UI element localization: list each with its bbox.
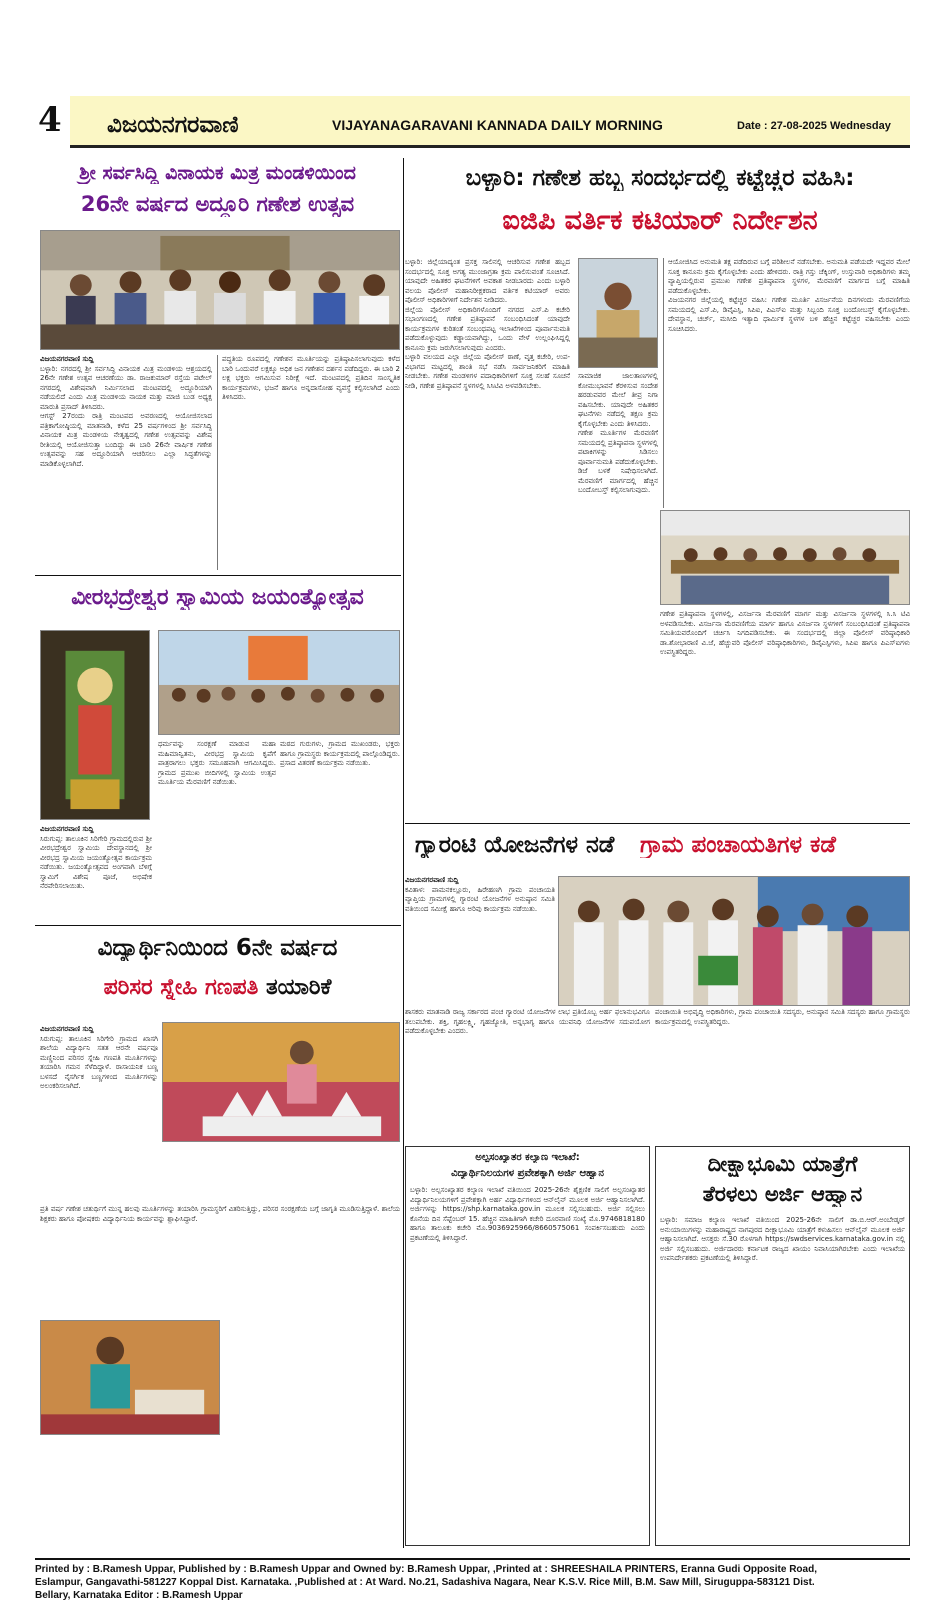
page-number: 4 (38, 100, 62, 140)
ganesh-utsav-body-3: ಪದ್ಧತಿಯ ರೂಪದಲ್ಲಿ ಗಣೇಶನ ಮೂರ್ತಿಯನ್ನು ಪ್ರತಿಷ್ಠಾಪಿಸಲಾಗುವುದು ಕಳೆದ ಬಾರಿ ಒಂದುವರೆ ಲಕ್ಷಕ್ಕೂ ಅಧಿಕ ಜನ ಗಣೇಶನ ದರ್ಶನ ಪಡೆದಿದ್ದರು. ಈ ಬಾರಿ 2 ಲಕ್ಷ ಭಕ್ತರು ಆಗಮಿಸುವ ನಿರೀಕ್ಷೆ ಇದೆ. ಮಂಟಪದಲ್ಲಿ ಪ್ರತಿದಿನ ಸಾಂಸ್ಕೃತಿಕ ಕಾರ್ಯಕ್ರಮಗಳು, ಭಜನೆ ಹಾಗೂ ಅನ್ನದಾಸೋಹ ವ್ಯವಸ್ಥೆ ಕಲ್ಪಿಸಲಾಗಿದೆ ಎಂದು ತಿಳಿಸಿದರು. (222, 355, 400, 401)
ganesh-utsav-dateline: ವಿಜಯನಗರವಾಣಿ ಸುದ್ದಿ (40, 355, 94, 363)
imprint-line-1: Printed by : B.Ramesh Uppar, Published by : B.Ramesh Uppar and Owned by: B.Ramesh Uppar, ,Printed at : SHREESHAILA PRINTERS, Eranna Gudi Opposite Road, (35, 1564, 817, 1575)
student-headline-2-red: ಪರಿಸರ ಸ್ನೇಹಿ ಗಣಪತಿ (103, 975, 259, 1000)
deeksha-headline-2: ತೆರಳಲು ಅರ್ಜಿ ಆಹ್ವಾನ (702, 1182, 863, 1206)
minority-headline-1: ಅಲ್ಪಸಂಖ್ಯಾತರ ಕಲ್ಯಾಣ ಇಲಾಖೆ: (475, 1152, 580, 1163)
student-headline-1: ವಿದ್ಯಾರ್ಥಿನಿಯಿಂದ 6ನೇ ವರ್ಷದ (97, 935, 338, 961)
guarantee-body-col3 (655, 1008, 910, 1141)
ballari-meeting-photo (660, 510, 910, 605)
minority-headline-2: ವಿದ್ಯಾರ್ಥಿನಿಲಯಗಳ ಪ್ರವೇಶಕ್ಕಾಗಿ ಅರ್ಜಿ ಆಹ್ವಾನ (451, 1168, 604, 1179)
guarantee-body-col2 (405, 1008, 650, 1141)
deeksha-body: ಬಳ್ಳಾರಿ: ಸಮಾಜ ಕಲ್ಯಾಣ ಇಲಾಖೆ ವತಿಯಿಂದ 2025-26ನೇ ಸಾಲಿಗೆ ಡಾ.ಬಿ.ಆರ್.ಅಂಬೇಡ್ಕರ್ ಅನುಯಾಯಿಗಳನ್ನು ಮಹಾರಾಷ್ಟ್ರದ ನಾಗಪುರದ ದೀಕ್ಷಾಭೂಮಿ ಯಾತ್ರೆಗೆ ಕಳುಹಿಸಲು ಆನ್‌ಲೈನ್ ಮೂಲಕ ಅರ್ಜಿ ಆಹ್ವಾನಿಸಲಾಗಿದೆ. ಆಸಕ್ತರು ಸೆ.30 ರೊಳಗಾಗಿ https://swdservices.karnataka.gov.in ನಲ್ಲಿ ಅರ್ಜಿ ಸಲ್ಲಿಸಬಹುದು. ಅರ್ಜಿದಾರರು ಕರ್ನಾಟಕ ರಾಜ್ಯದ ಖಾಯಂ ನಿವಾಸಿಯಾಗಿರಬೇಕು ಎಂದು ಇಲಾಖೆಯ ಉಪನಿರ್ದೇಶಕರು ಪ್ರಕಟಣೆಯಲ್ಲಿ ತಿಳಿಸಿದ್ದಾರೆ. (660, 1216, 905, 1262)
guarantee-headline-red: ಗ್ರಾಮ ಪಂಚಾಯತಿಗಳ ಕಡೆ (640, 832, 836, 858)
ballari-right-col: ಆಯೋಜಿಸಿದ ಅನುಮತಿ ತಕ್ಷ ಪಡೆದಿರುವ ಬಗ್ಗೆ ಪರಿಶೀಲನೆ ನಡೆಸಬೇಕು. ಅನುಮತಿ ಪಡೆಯದೇ ಇದ್ದವರ ಮೇಲೆ ಸೂಕ್ತ ಕಾನೂನು ಕ್ರಮ ಕೈಗೊಳ್ಳಬೇಕು ಎಂದು ಹೇಳಿದರು. ರಾತ್ರಿ ಗಸ್ತು ಚೆಕ್ಕಿಂಗ್, ಉಸ್ತುವಾರಿ ಅಧಿಕಾರಿಗಳು ತಮ್ಮ ವ್ಯಾಪ್ತಿಯಲ್ಲಿರುವ ಪ್ರಮುಖ ಗಣೇಶ ಪ್ರತಿಷ್ಠಾಪನಾ ಸ್ಥಳಗಳ, ಮೆರವಣಿಗೆ ಮಾರ್ಗದ ಬಗ್ಗೆ ಮಾಹಿತಿ ಪಡೆದುಕೊಳ್ಳಬೇಕು. (668, 258, 910, 295)
ballari-lead: ಬಳ್ಳಾರಿ: ಜಿಲ್ಲೆಯಾದ್ಯಂತ ಪ್ರಸಕ್ತ ಸಾಲಿನಲ್ಲಿ ಆಚರಿಸುವ ಗಣೇಶ ಹಬ್ಬದ ಸಂದರ್ಭದಲ್ಲಿ ಸೂಕ್ತ ಅಗತ್ಯ ಮುಂಜಾಗ್ರತಾ ಕ್ರಮ ಪಾಲಿಸುವಂತೆ ಸೂಚಿಸಿದೆ. ಯಾವುದೇ ಅಹಿತಕರ ಘಟನೆಗಳಿಗೆ ಅವಕಾಶ ನೀಡಬಾರದು ಎಂದು ಬಳ್ಳಾರಿ ವಲಯ ಪೊಲೀಸ್ ಮಹಾನಿರೀಕ್ಷಕರಾದ ವರ್ತಿಕ ಕಟಿಯಾರ್ ಅವರು ಪೊಲೀಸ್ ಅಧಿಕಾರಿಗಳಿಗೆ ನಿರ್ದೇಶನ ನೀಡಿದರು. (405, 258, 570, 304)
guarantee-body-1: ಕವಿತಾಳ: ಪಾಮನಕಲ್ಲೂರು, ಹಿರೇಹಣಗಿ ಗ್ರಾಮ ಪಂಚಾಯತಿ ವ್ಯಾಪ್ತಿಯ ಗ್ರಾಮಗಳಲ್ಲಿ ಗ್ಯಾರಂಟಿ ಯೋಜನೆಗಳ ಅನುಷ್ಠಾನ ಸಮಿತಿ ವತಿಯಿಂದ ಸಮೀಕ್ಷೆ ಹಾಗೂ ಅರಿವು ಕಾರ್ಯಕ್ರಮ ನಡೆಯಿತು. (405, 885, 555, 913)
ballari-right-col-3: ಗಣೇಶ ಪ್ರತಿಷ್ಠಾಪನಾ ಸ್ಥಳಗಳಲ್ಲಿ, ವಿಸರ್ಜನಾ ಮೆರವಣಿಗೆ ಮಾರ್ಗ ಮತ್ತು ವಿಸರ್ಜನಾ ಸ್ಥಳಗಳಲ್ಲಿ ಸಿ.ಸಿ ಟಿವಿ ಅಳವಡಿಸಬೇಕು. ವಿಸರ್ಜನಾ ಮೆರವಣಿಗೆಯ ಮಾರ್ಗ ಹಾಗೂ ವಿಸರ್ಜನಾ ಸ್ಥಳಗಳಿಗೆ ಸಂಬಂಧಿಸಿದಂತೆ ಪ್ರತಿಷ್ಠಾಪನಾ ಸಮಿತಿಯವರೊಂದಿಗೆ ಚರ್ಚಿಸಿ ನಿಗದಿಪಡಿಸಬೇಕು. ಈ ಸಂದರ್ಭದಲ್ಲಿ ಜಿಲ್ಲಾ ಪೊಲೀಸ್ ವರಿಷ್ಠಾಧಿಕಾರಿ ಡಾ.ಶೋಭಾರಾಣಿ ವಿ.ಜೆ, ಹೆಚ್ಚುವರಿ ಪೊಲೀಸ್ ವರಿಷ್ಠಾಧಿಕಾರಿಗಳು, ಡಿವೈಎಸ್ಪಿಗಳು, ಸಿಪಿಐ ಹಾಗೂ ಪಿಎಸ್ಐಗಳು ಉಪಸ್ಥಿತರಿದ್ದರು. (660, 610, 910, 656)
veerabhadra-crowd-photo (158, 630, 400, 735)
footer-rule (35, 1558, 910, 1560)
guarantee-body-col1 (405, 876, 555, 1002)
student-body-1: ಸಿರುಗುಪ್ಪ: ತಾಲೂಕಿನ ಸಿರಿಗೇರಿ ಗ್ರಾಮದ ಖಾಸಗಿ ಶಾಲೆಯ ವಿದ್ಯಾರ್ಥಿನಿ ಸತತ ಆರನೇ ವರ್ಷವೂ ಮಣ್ಣಿನಿಂದ ಪರಿಸರ ಸ್ನೇಹಿ ಗಣಪತಿ ಮೂರ್ತಿಗಳನ್ನು ತಯಾರಿಸಿ ಗಮನ ಸೆಳೆದಿದ್ದಾಳೆ. ರಾಸಾಯನಿಕ ಬಣ್ಣ ಬಳಸದೆ ನೈಸರ್ಗಿಕ ಬಣ್ಣಗಳಿಂದ ಮೂರ್ತಿಗಳನ್ನು ಅಲಂಕರಿಸಲಾಗಿದೆ. (40, 1034, 158, 1090)
ganesh-utsav-body-2: ಆಗಸ್ಟ್ 27ರಂದು ರಾತ್ರಿ ಮಂಟಪದ ಅವರಣದಲ್ಲಿ ಆಯೋಜಿಸಲಾದ ಪತ್ರಿಕಾಗೋಷ್ಠಿಯಲ್ಲಿ ಮಾತನಾಡಿ, ಕಳೆದ 25 ವರ್ಷಗಳಿಂದ ಶ್ರೀ ಸರ್ವಸಿದ್ಧಿ ವಿನಾಯಕ ಮಿತ್ರ ಮಂಡಳಿಯ ನೇತೃತ್ವದಲ್ಲಿ ಗಣೇಶ ಉತ್ಸವವನ್ನು ವಿಶೇಷ ರೀತಿಯಲ್ಲಿ ಆಯೋಜಿಸುತ್ತಾ ಬಂದಿದ್ದು ಈ ಬಾರಿ 26ನೇ ವಾರ್ಷಿಕ ಗಣೇಶ ಉತ್ಸವವನ್ನು ಸಹ ಅದ್ದೂರಿಯಾಗಿ ಆಚರಿಸಲು ಎಲ್ಲಾ ಸಿದ್ಧತೆಗಳನ್ನು ಮಾಡಿಕೊಳ್ಳಲಾಗಿದೆ. (40, 412, 212, 468)
ballari-right-col-bottom (660, 610, 910, 818)
deeksha-headline-1: ದೀಕ್ಷಾಭೂಮಿ ಯಾತ್ರೆಗೆ (707, 1152, 858, 1176)
ganesh-utsav-lead: ಬಳ್ಳಾರಿ: ನಗರದಲ್ಲಿ ಶ್ರೀ ಸರ್ವಸಿದ್ಧಿ ವಿನಾಯಕ ಮಿತ್ರ ಮಂಡಳಿಯ ಆಶ್ರಯದಲ್ಲಿ 26ನೇ ಗಣೇಶ ಉತ್ಸವ ಆಚರಣೆಯು ಡಾ. ರಾಜಕುಮಾರ್ ರಸ್ತೆಯ ಪಟೇಲ್ ನಗರದಲ್ಲಿ ವಿಶೇಷವಾಗಿ ನಿರ್ಮಿಸಲಾದ ಮಂಟಪದಲ್ಲಿ ಅದ್ದೂರಿಯಾಗಿ ನಡೆಯಲಿದೆ ಎಂದು ಮಿತ್ರ ಮಂಡಳಿಯ ನಾಯಕ ಮತ್ತು ಮಾಜಿ ಬುಡ ಅಧ್ಯಕ್ಷ ಮಾರುತಿ ಪ್ರಸಾದ್ ತಿಳಿಸಿದರು. (40, 364, 212, 411)
student-ganapati-photo (162, 1022, 400, 1142)
veerabhadra-body-3: ಮಠದ ಗುರುಗಳು, ಗ್ರಾಮದ ಮುಖಂಡರು, ಭಕ್ತರು ಹಾಗೂ ಗ್ರಾಮಸ್ಥರು ಕಾರ್ಯಕ್ರಮದಲ್ಲಿ ಪಾಲ್ಗೊಂಡಿದ್ದರು. ಪ್ರಸಾದ ವಿತರಣೆ ಕಾರ್ಯಕ್ರಮ ನಡೆಯಿತು. (280, 740, 400, 767)
student-headline-2-black: ತಯಾರಿಕೆ (265, 975, 332, 1000)
student-headline-2 (35, 975, 400, 1000)
veerabhadra-body-col2 (158, 740, 276, 870)
imprint-footer (35, 1563, 910, 1602)
ballari-body-col1 (405, 258, 570, 818)
ganesh-utsav-headline-2: 26ನೇ ವರ್ಷದ ಅದ್ದೂರಿ ಗಣೇಶ ಉತ್ಸವ (80, 192, 355, 216)
guarantee-meeting-photo (558, 876, 910, 1006)
veerabhadra-body-2: ಧರ್ಮವನ್ನು ಸಂರಕ್ಷಣೆ ಮಾಡುವ ಮಹಾ ಮಹಿಮಾನ್ವಿತನು, ವೀರಭದ್ರ ಸ್ವಾಮಿಯ ಕೃಪೆಗೆ ಪಾತ್ರರಾಗಲು ಭಕ್ತರು ಸಮೂಹವಾಗಿ ಆಗಮಿಸಿದ್ದರು. ಗ್ರಾಮದ ಪ್ರಮುಖ ಬೀದಿಗಳಲ್ಲಿ ಸ್ವಾಮಿಯ ಉತ್ಸವ ಮೂರ್ತಿಯ ಮೆರವಣಿಗೆ ನಡೆಯಿತು. (158, 740, 276, 786)
masthead-title-kannada: ವಿಜಯನಗರವಾಣಿ (107, 112, 239, 138)
student-body-col2 (40, 1205, 400, 1315)
ballari-headline-2: ಐಜಿಪಿ ವರ್ತಿಕ ಕಟಿಯಾರ್ ನಿರ್ದೇಶನ (502, 205, 818, 236)
guarantee-body-2: ಶಾಸಕರು ಮಾತನಾಡಿ ರಾಜ್ಯ ಸರ್ಕಾರದ ಪಂಚ ಗ್ಯಾರಂಟಿ ಯೋಜನೆಗಳ ಲಾಭ ಪ್ರತಿಯೊಬ್ಬ ಅರ್ಹ ಫಲಾನುಭವಿಗೂ ತಲುಪಬೇಕು. ಶಕ್ತಿ, ಗೃಹಲಕ್ಷ್ಮಿ, ಗೃಹಜ್ಯೋತಿ, ಅನ್ನಭಾಗ್ಯ ಹಾಗೂ ಯುವನಿಧಿ ಯೋಜನೆಗಳ ಸದುಪಯೋಗ ಪಡೆದುಕೊಳ್ಳಬೇಕು ಎಂದರು. (405, 1008, 650, 1035)
ballari-body-2: ಜಿಲ್ಲೆಯ ಪೊಲೀಸ್ ಅಧಿಕಾರಿಗಳೊಂದಿಗೆ ನಗರದ ಎಸ್.ಪಿ ಕಚೇರಿ ಸಭಾಂಗಣದಲ್ಲಿ ಗಣೇಶ ಪ್ರತಿಷ್ಠಾಪನೆ ಸಂಬಂಧಿಸಿದಂತೆ ಯಾವುದೇ ಕಾರ್ಯಕ್ರಮಗಳ ಕುರಿತಂತೆ ಸಂಬಂಧಪಟ್ಟ ಇಲಾಖೆಗಳಿಂದ ಪೂರ್ವಾನುಮತಿ ಪಡೆದುಕೊಳ್ಳುವುದು ಕಡ್ಡಾಯವಾಗಿದ್ದು, ಒಂದು ವೇಳೆ ಉಲ್ಲಂಘಿಸಿದ್ದಲ್ಲಿ ಕಾನೂನು ಕ್ರಮ ಜರುಗಿಸಲಾಗುವುದು ಎಂದರು. (405, 305, 570, 352)
veerabhadra-body-col1 (40, 825, 152, 920)
ballari-body-5: ಗಣೇಶ ಮೂರ್ತಿಗಳ ಮೆರವಣಿಗೆ ಸಮಯದಲ್ಲಿ ಪ್ರತಿಷ್ಠಾಪನಾ ಸ್ಥಳಗಳಲ್ಲಿ ಪಟಾಕಿಗಳನ್ನು ಸಿಡಿಸಲು ಪೂರ್ವಾನುಮತಿ ಪಡೆದುಕೊಳ್ಳಬೇಕು. ಡಿಜೆ ಬಳಕೆ ನಿಷೇಧಿಸಲಾಗಿದೆ. ಮೆರವಣಿಗೆ ಮಾರ್ಗದಲ್ಲಿ ಹೆಚ್ಚಿನ ಬಂದೋಬಸ್ತ್ ಕಲ್ಪಿಸಲಾಗುವುದು. (578, 429, 658, 494)
veerabhadra-idol-photo (40, 630, 150, 820)
ballari-body-4: ಸಾಮಾಜಿಕ ಜಾಲತಾಣಗಳಲ್ಲಿ ಕೋಮುಭಾವನೆ ಕೆರಳಿಸುವ ಸಂದೇಶ ಹರಡುವವರ ಮೇಲೆ ತೀವ್ರ ನಿಗಾ ವಹಿಸಬೇಕು. ಯಾವುದೇ ಅಹಿತಕರ ಘಟನೆಗಳು ನಡೆದಲ್ಲಿ ತಕ್ಷಣ ಕ್ರಮ ಕೈಗೊಳ್ಳಬೇಕು ಎಂದು ತಿಳಿಸಿದರು. (578, 372, 658, 428)
masthead-date: Date : 27-08-2025 Wednesday (737, 120, 891, 132)
student-dateline: ವಿಜಯನಗರವಾಣಿ ಸುದ್ದಿ (40, 1025, 94, 1033)
minority-body: ಬಳ್ಳಾರಿ: ಅಲ್ಪಸಂಖ್ಯಾತರ ಕಲ್ಯಾಣ ಇಲಾಖೆ ವತಿಯಿಂದ 2025-26ನೇ ಶೈಕ್ಷಣಿಕ ಸಾಲಿಗೆ ಅಲ್ಪಸಂಖ್ಯಾತರ ವಿದ್ಯಾರ್ಥಿನಿಲಯಗಳಿಗೆ ಪ್ರವೇಶಕ್ಕಾಗಿ ಅರ್ಹ ವಿದ್ಯಾರ್ಥಿಗಳಿಂದ ಆನ್‌ಲೈನ್ ಮೂಲಕ ಅರ್ಜಿ ಆಹ್ವಾನಿಸಲಾಗಿದೆ. ಅರ್ಜಿಗಳನ್ನು https://shp.karnataka.gov.in ಮೂಲಕ ಸಲ್ಲಿಸಬಹುದು. ಅರ್ಜಿ ಸಲ್ಲಿಸಲು ಕೊನೆಯ ದಿನ ಸೆಪ್ಟೆಂಬರ್ 15. ಹೆಚ್ಚಿನ ಮಾಹಿತಿಗಾಗಿ ಕಚೇರಿ ದೂರವಾಣಿ ಸಂಖ್ಯೆ ಮೊ.9746818180 ಹಾಗೂ ತಾಲೂಕು ಕಚೇರಿ ಮೊ.9036925966/8660575061 ಸಂಪರ್ಕಿಸಬಹುದು ಎಂದು ಪ್ರಕಟಣೆಯಲ್ಲಿ ತಿಳಿಸಿದ್ದಾರೆ. (410, 1186, 645, 1242)
guarantee-dateline: ವಿಜಯನಗರವಾಣಿ ಸುದ್ದಿ (405, 876, 459, 884)
section-rule (35, 575, 401, 576)
ballari-right-col-top (663, 258, 910, 508)
section-rule (405, 823, 910, 824)
masthead-title-english: VIJAYANAGARAVANI KANNADA DAILY MORNING (332, 117, 663, 133)
ballari-body-3: ಬಳ್ಳಾರಿ ವಲಯದ ಎಲ್ಲಾ ಜಿಲ್ಲೆಯ ಪೊಲೀಸ್ ಠಾಣೆ, ವೃತ್ತ ಕಚೇರಿ, ಉಪ-ವಿಭಾಗದ ಮಟ್ಟದಲ್ಲಿ ಶಾಂತಿ ಸಭೆ ನಡೆಸಿ ಸಾರ್ವಜನಿಕರಿಗೆ ಮಾಹಿತಿ ನೀಡಬೇಕು. ಗಣೇಶ ಮಂಡಳಿಗಳ ಪದಾಧಿಕಾರಿಗಳಿಗೆ ಸೂಕ್ತ ಸಲಹೆ ಸೂಚನೆ ನೀಡಿ, ಗಣೇಶ ಪ್ರತಿಷ್ಠಾಪನೆ ಸ್ಥಳಗಳಲ್ಲಿ ಸಿಸಿಟಿವಿ ಅಳವಡಿಸಬೇಕು. (405, 353, 570, 390)
ganesh-utsav-body-col2 (217, 355, 400, 570)
column-divider (403, 158, 404, 1548)
ballari-headline-1: ಬಳ್ಳಾರಿ: ಗಣೇಶ ಹಬ್ಬ ಸಂದರ್ಭದಲ್ಲಿ ಕಟ್ಟೆಚ್ಚರ ವಹಿಸಿ: (465, 165, 855, 191)
veerabhadra-dateline: ವಿಜಯನಗರವಾಣಿ ಸುದ್ದಿ (40, 825, 94, 833)
ganesh-utsav-press-photo (40, 230, 400, 350)
guarantee-body-3: ಪಂಚಾಯಿತಿ ಅಭಿವೃದ್ಧಿ ಅಧಿಕಾರಿಗಳು, ಗ್ರಾಮ ಪಂಚಾಯಿತಿ ಸದಸ್ಯರು, ಅನುಷ್ಠಾನ ಸಮಿತಿ ಸದಸ್ಯರು ಹಾಗೂ ಗ್ರಾಮಸ್ಥರು ಕಾರ್ಯಕ್ರಮದಲ್ಲಿ ಉಪಸ್ಥಿತರಿದ್ದರು. (655, 1008, 910, 1026)
ganesh-utsav-body-col1 (40, 355, 212, 570)
imprint-line-3: Bellary, Karnataka Editor : B.Ramesh Uppar (35, 1590, 243, 1601)
ballari-right-col-2: ವಿಜಯನಗರ ಜಿಲ್ಲೆಯಲ್ಲಿ ಕಟ್ಟೆಚ್ಚರ ವಹಿಸಿ: ಗಣೇಶ ಮೂರ್ತಿ ವಿಸರ್ಜನೆಯ ದಿನಗಳಂದು ಮೆರವಣಿಗೆಯ ಸಮಯದಲ್ಲಿ ಎಸ್.ಪಿ, ಡಿವೈಎಸ್ಪಿ, ಸಿಪಿಐ, ಪಿಎಸ್ಐ ಮತ್ತು ಸಿಬ್ಬಂದಿ ಸೂಕ್ತ ಬಂದೋಬಸ್ತ್ ಕೈಗೊಳ್ಳಬೇಕು. ದೇವಸ್ಥಾನ, ಚರ್ಚ್, ಮಸೀದಿ ಇತ್ಯಾದಿ ಧಾರ್ಮಿಕ ಸ್ಥಳಗಳ ಬಳಿ ಹೆಚ್ಚಿನ ಕಟ್ಟೆಚ್ಚರ ವಹಿಸಬೇಕು ಎಂದು ಸೂಚಿಸಿದರು. (668, 296, 910, 333)
veerabhadra-body-col3 (280, 740, 400, 870)
student-crafting-photo (40, 1320, 220, 1435)
veerabhadra-headline: ವೀರಭದ್ರೇಶ್ವರ ಸ್ವಾಮಿಯ ಜಯಂತ್ಯೋತ್ಸವ (71, 585, 364, 610)
student-body-col1 (40, 1025, 158, 1200)
section-rule (35, 925, 401, 926)
ganesh-utsav-headline-1: ಶ್ರೀ ಸರ್ವಸಿದ್ಧಿ ವಿನಾಯಕ ಮಿತ್ರ ಮಂಡಳಿಯಿಂದ (79, 162, 356, 184)
ballari-body-col2 (578, 372, 658, 818)
veerabhadra-body-1: ಸಿರುಗುಪ್ಪ: ತಾಲೂಕಿನ ಸಿರಿಗೇರಿ ಗ್ರಾಮದಲ್ಲಿರುವ ಶ್ರೀ ವೀರಭದ್ರೇಶ್ವರ ಸ್ವಾಮಿಯ ದೇವಸ್ಥಾನದಲ್ಲಿ ಶ್ರೀ ವೀರಭದ್ರ ಸ್ವಾಮಿಯ ಜಯಂತ್ಯೋತ್ಸವ ಕಾರ್ಯಕ್ರಮ ನಡೆಯಿತು. ಜಯಂತ್ಯೋತ್ಸವದ ಅಂಗವಾಗಿ ಬೆಳಿಗ್ಗೆ ಸ್ವಾಮಿಗೆ ವಿಶೇಷ ಪೂಜೆ, ಅಭಿಷೇಕ ನೆರವೇರಿಸಲಾಯಿತು. (40, 834, 152, 890)
imprint-line-2: Eslampur, Gangavathi-581227 Koppal Dist. Karnataka. ,Published at : At Ward. No.21, Sadashiva Nagara, Near K.S.V. Rice Mill, B.M. Saw Mill, Siruguppa-583121 Dist. (35, 1577, 815, 1588)
student-body-2: ಪ್ರತಿ ವರ್ಷ ಗಣೇಶ ಚತುರ್ಥಿಗೆ ಮುನ್ನ ಹಲವು ಮೂರ್ತಿಗಳನ್ನು ತಯಾರಿಸಿ ಗ್ರಾಮಸ್ಥರಿಗೆ ವಿತರಿಸುತ್ತಿದ್ದು, ಪರಿಸರ ಸಂರಕ್ಷಣೆಯ ಬಗ್ಗೆ ಜಾಗೃತಿ ಮೂಡಿಸುತ್ತಿದ್ದಾಳೆ. ಶಾಲೆಯ ಶಿಕ್ಷಕರು ಹಾಗೂ ಪೋಷಕರು ವಿದ್ಯಾರ್ಥಿನಿಯ ಕಾರ್ಯವನ್ನು ಶ್ಲಾಘಿಸಿದ್ದಾರೆ. (40, 1205, 400, 1223)
guarantee-headline-black: ಗ್ಯಾರಂಟಿ ಯೋಜನೆಗಳ ನಡೆ (415, 832, 615, 858)
ballari-igp-photo (578, 258, 658, 368)
